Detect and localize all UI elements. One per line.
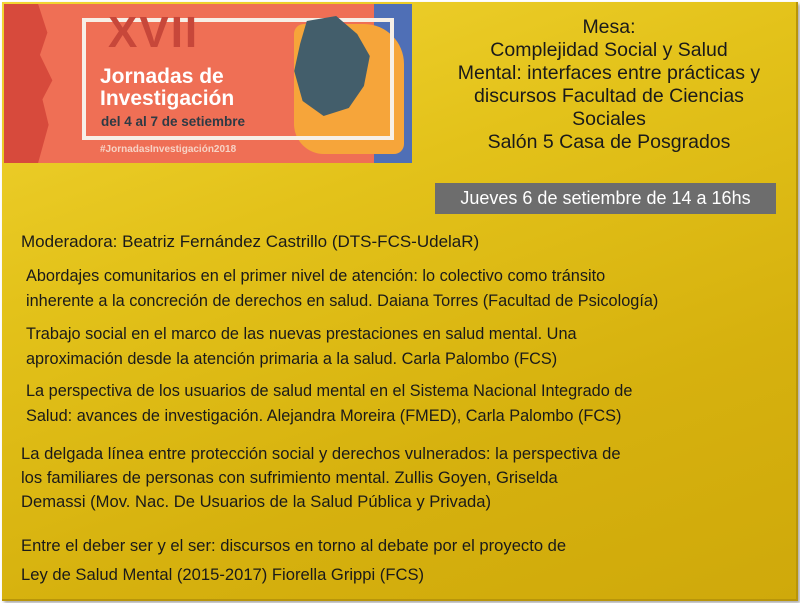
- talk-item: [26, 322, 577, 372]
- talk-line: Salud: avances de investigación. Alejandra Moreira (FMED), Carla Palombo (FCS): [26, 407, 622, 425]
- mesa-line: Complejidad Social y Salud: [490, 39, 728, 61]
- talk-line: Trabajo social en el marco de las nuevas prestaciones en salud mental. Una: [26, 325, 577, 343]
- mesa-line: discursos Facultad de Ciencias: [474, 85, 744, 107]
- banner-title-line2: Investigación: [100, 87, 235, 110]
- mesa-line: Sociales: [572, 108, 646, 130]
- moderator: Moderadora: Beatriz Fernández Castrillo (DTS-FCS-UdelaR): [21, 232, 480, 251]
- talk-line: los familiares de personas con sufrimiento mental. Zullis Goyen, Griselda: [21, 468, 558, 487]
- schedule-badge: Jueves 6 de setiembre de 14 a 16hs: [435, 183, 776, 214]
- mesa-line: Mental: interfaces entre prácticas y: [457, 62, 761, 84]
- edition-number: XVII: [108, 8, 200, 57]
- talk-line: Ley de Salud Mental (2015-2017) Fiorella Grippi (FCS): [21, 565, 425, 584]
- talk-line: La perspectiva de los usuarios de salud mental en el Sistema Nacional Integrado de: [26, 382, 633, 400]
- banner-face-silhouette: [4, 4, 66, 163]
- talk-line: Entre el deber ser y el ser: discursos en torno al debate por el proyecto de: [21, 536, 567, 555]
- banner-dates: del 4 al 7 de setiembre: [101, 114, 246, 129]
- talk-line: inherente a la concreción de derechos en salud. Daiana Torres (Facultad de Psicología): [26, 292, 659, 310]
- mesa-line: Mesa:: [582, 16, 636, 38]
- talk-item: [26, 379, 632, 429]
- talk-line: aproximación desde la atención primaria a la salud. Carla Palombo (FCS): [26, 350, 558, 368]
- mesa-line: Salón 5 Casa de Posgrados: [487, 131, 731, 153]
- event-banner: [4, 4, 412, 163]
- banner-title-line1: Jornadas de: [100, 65, 224, 88]
- talk-line: Abordajes comunitarios en el primer nivel de atención: lo colectivo como tránsito: [26, 267, 606, 285]
- banner-hashtag: #JornadasInvestigación2018: [100, 144, 237, 155]
- mesa-heading: [430, 16, 788, 154]
- talk-item: [21, 531, 566, 589]
- talk-item: [26, 264, 658, 314]
- talk-line: La delgada línea entre protección social y derechos vulnerados: la perspectiva de: [21, 444, 621, 463]
- talk-item: [21, 442, 621, 514]
- talk-line: Demassi (Mov. Nac. De Usuarios de la Salud Pública y Privada): [21, 492, 492, 511]
